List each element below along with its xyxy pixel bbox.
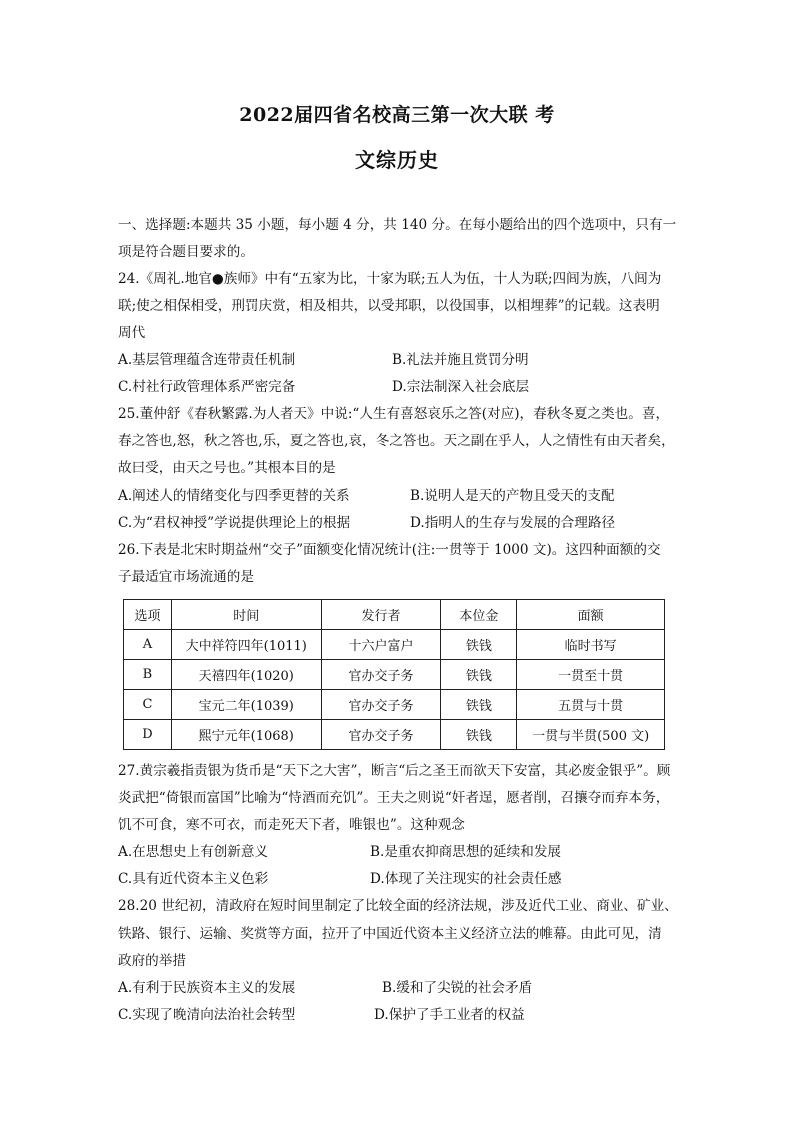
table-cell: 一贯与半贯(500 文) xyxy=(517,720,665,750)
table-cell: 宝元二年(1039) xyxy=(171,690,321,720)
question-25-stem-line-3: 故曰受，由天之号也。”其根本目的是 xyxy=(118,460,336,476)
question-28-stem-line-1: 28.20 世纪初，清政府在短时间里制定了比较全面的经济法规，涉及近代工业、商业、矿业、 xyxy=(118,898,678,914)
table-cell: 铁钱 xyxy=(441,660,517,690)
table-cell: 熙宁元年(1068) xyxy=(171,720,321,750)
question-27-option-c[interactable]: C.具有近代资本主义色彩 xyxy=(118,871,269,887)
question-24-option-b[interactable]: B.礼法并施且赏罚分明 xyxy=(392,352,529,368)
question-24-stem-line-2: 联;使之相保相受，刑罚庆赏，相及相共，以受邦职，以役国事，以相埋葬”的记载。这表明 xyxy=(118,298,660,314)
table-cell: 铁钱 xyxy=(441,630,517,660)
table-header-cell: 发行者 xyxy=(321,600,441,630)
question-28-stem-line-3: 政府的举措 xyxy=(118,953,186,969)
table-cell: 大中祥符四年(1011) xyxy=(171,630,321,660)
table-cell: 一贯至十贯 xyxy=(517,660,665,690)
question-24-stem-line-3: 周代 xyxy=(118,325,146,341)
table-cell: A xyxy=(124,630,172,660)
question-27-stem-line-1: 27.黄宗羲指责银为货币是“天下之大害”，断言“后之圣王而欲天下安富，其必废金银乎”。顾 xyxy=(118,763,671,779)
question-26-stem-line-1: 26.下表是北宋时期益州“交子”面额变化情况统计(注:一贯等于 1000 文)。这四种面额的交 xyxy=(118,542,661,558)
question-28-option-c[interactable]: C.实现了晚清向法治社会转型 xyxy=(118,1007,296,1023)
question-24-option-c[interactable]: C.村社行政管理体系严密完备 xyxy=(118,379,296,395)
table-cell: 官办交子务 xyxy=(321,690,441,720)
question-24-stem-line-1: 24.《周礼.地官●族师》中有“五家为比，十家为联;五人为伍，十人为联;四闾为族，八闾为 xyxy=(118,271,662,287)
question-25-option-b[interactable]: B.说明人是天的产物且受天的支配 xyxy=(410,488,615,504)
table-cell: 铁钱 xyxy=(441,720,517,750)
table-row xyxy=(124,720,665,750)
table-row xyxy=(124,660,665,690)
table-header-cell: 选项 xyxy=(124,600,172,630)
table-cell: 官办交子务 xyxy=(321,720,441,750)
table-header-cell: 时间 xyxy=(171,600,321,630)
table-cell: D xyxy=(124,720,172,750)
question-25-option-c[interactable]: C.为“君权神授”学说提供理论上的根据 xyxy=(118,515,351,531)
question-28-stem-line-2: 铁路、银行、运输、奖赏等方面，拉开了中国近代资本主义经济立法的帷幕。由此可见，清 xyxy=(118,926,662,942)
question-25-option-d[interactable]: D.指明人的生存与发展的合理路径 xyxy=(410,515,616,531)
question-27-stem-line-3: 饥不可食，寒不可衣，而走死天下者，唯银也”。这种观念 xyxy=(118,817,465,833)
question-24-option-d[interactable]: D.宗法制深入社会底层 xyxy=(392,379,530,395)
exam-subject: 文综历史 xyxy=(355,148,439,172)
question-27-stem-line-2: 炎武把“倚银而富国”比喻为“恃酒而充饥”。王夫之则说“奸者逞，愿者削，召攘夺而弃本务， xyxy=(118,790,670,806)
question-25-stem-line-2: 春之答也,怒，秋之答也,乐，夏之答也,哀，冬之答也。天之副在乎人，人之情性有由天者矣， xyxy=(118,433,675,449)
table-row xyxy=(124,690,665,720)
table-header-cell: 面额 xyxy=(517,600,665,630)
table-cell: 天禧四年(1020) xyxy=(171,660,321,690)
table-cell: 五贯与十贯 xyxy=(517,690,665,720)
question-28-option-b[interactable]: B.缓和了尖锐的社会矛盾 xyxy=(382,980,533,996)
question-25-option-a[interactable]: A.阐述人的情绪变化与四季更替的关系 xyxy=(118,488,350,504)
question-27-option-a[interactable]: A.在思想史上有创新意义 xyxy=(118,844,269,860)
question-26-stem-line-2: 子最适宜市场流通的是 xyxy=(118,569,254,585)
table-cell: B xyxy=(124,660,172,690)
jiaozi-denomination-table xyxy=(123,599,665,750)
table-cell: 铁钱 xyxy=(441,690,517,720)
question-28-option-a[interactable]: A.有利于民族资本主义的发展 xyxy=(118,980,296,996)
table-row xyxy=(124,630,665,660)
table-cell: 十六户富户 xyxy=(321,630,441,660)
question-28-option-d[interactable]: D.保护了手工业者的权益 xyxy=(374,1007,525,1023)
table-header-row xyxy=(124,600,665,630)
table-cell: 官办交子务 xyxy=(321,660,441,690)
exam-title: 2022届四省名校高三第一次大联 考 xyxy=(239,104,555,126)
question-25-stem-line-1: 25.董仲舒《春秋繁露.为人者天》中说:“人生有喜怒哀乐之答(对应)，春秋冬夏之类也。喜， xyxy=(118,406,670,422)
question-27-option-d[interactable]: D.体现了关注现实的社会责任感 xyxy=(370,871,562,887)
table-header-cell: 本位金 xyxy=(441,600,517,630)
question-27-option-b[interactable]: B.是重农抑商思想的延续和发展 xyxy=(370,844,562,860)
section-intro-line-1: 一、选择题:本题共 35 小题，每小题 4 分，共 140 分。在每小题给出的四个选项中，只有一 xyxy=(118,217,677,233)
table-cell: C xyxy=(124,690,172,720)
table-cell: 临时书写 xyxy=(517,630,665,660)
question-24-option-a[interactable]: A.基层管理蕴含连带责任机制 xyxy=(118,352,296,368)
section-intro-line-2: 项是符合题目要求的。 xyxy=(118,244,254,260)
